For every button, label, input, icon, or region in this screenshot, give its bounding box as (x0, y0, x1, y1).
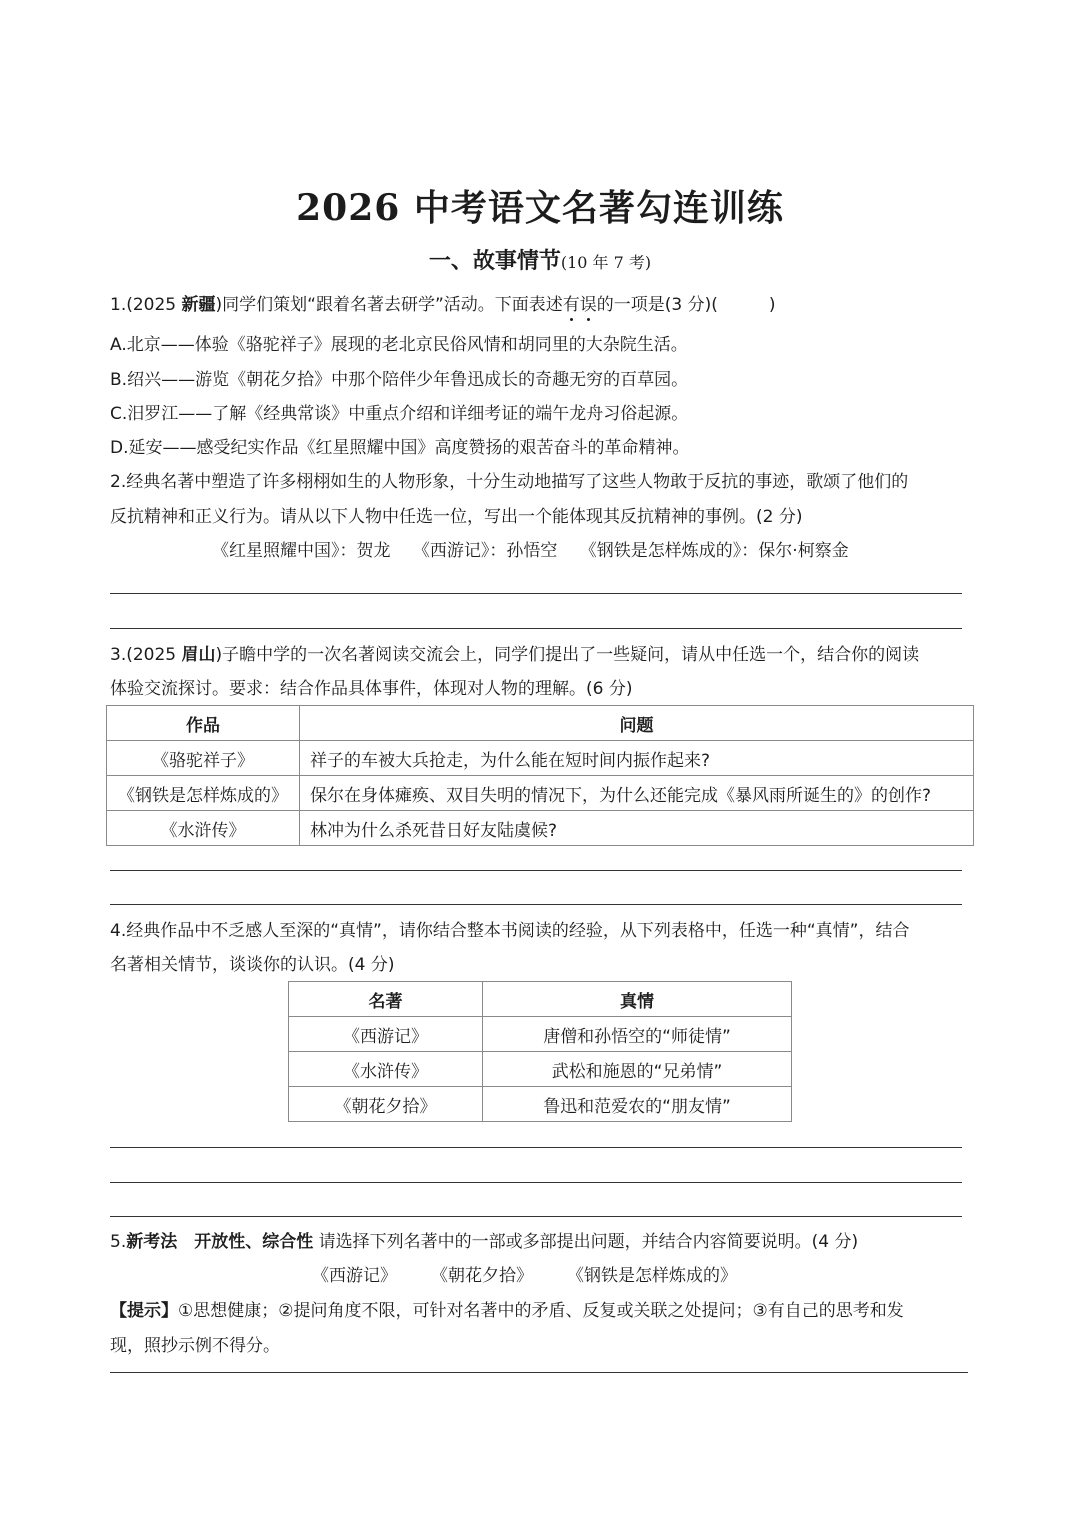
table-header: 问题 (300, 706, 974, 741)
table-cell: 《钢铁是怎样炼成的》 (107, 776, 300, 811)
table-row (289, 1017, 792, 1052)
table-row (107, 811, 974, 846)
q4-stem-line1: 4.经典作品中不乏感人至深的“真情”，请你结合整本书阅读的经验，从下列表格中，任选一种“真情”，结合 (110, 921, 910, 941)
emphasis-char: 误 (579, 295, 597, 315)
q2-choices: 《红星照耀中国》：贺龙 《西游记》：孙悟空 《钢铁是怎样炼成的》：保尔·柯察金 (212, 541, 849, 561)
q1-region: 新疆 (181, 295, 216, 315)
section-title: 一、故事情节 (428, 249, 561, 274)
q1-option-a: A.北京——体验《骆驼祥子》展现的老北京民俗风情和胡同里的大杂院生活。 (110, 335, 688, 355)
hint-label: 【提示】 (110, 1301, 178, 1321)
table-cell: 唐僧和孙悟空的“师徒情” (483, 1017, 792, 1052)
q4-table (288, 981, 792, 1122)
q4-stem-line2: 名著相关情节，谈谈你的认识。(4 分) (110, 955, 395, 975)
emphasis-char: 有 (562, 295, 580, 315)
q1-stem: 1.(2025 新疆)同学们策划“跟着名著去研学”活动。下面表述有误的一项是(3 分)( ) (110, 295, 776, 315)
q3-region: 眉山 (181, 645, 216, 665)
section-note: (10 年 7 考) (560, 253, 652, 272)
q3-table (106, 705, 974, 846)
q1-option-b: B.绍兴——游览《朝花夕拾》中那个陪伴少年鲁迅成长的奇趣无穷的百草园。 (110, 370, 689, 390)
answer-line[interactable] (110, 1147, 962, 1148)
answer-line[interactable] (110, 1182, 962, 1183)
q5-stem: 5.新考法 开放性、综合性 请选择下列名著中的一部或多部提出问题，并结合内容简要说明。(4 分) (110, 1232, 859, 1252)
table-cell: 林冲为什么杀死昔日好友陆虞候? (300, 811, 974, 846)
table-cell: 武松和施恩的“兄弟情” (483, 1052, 792, 1087)
table-header-row (289, 982, 792, 1017)
answer-line[interactable] (110, 1372, 968, 1373)
q2-stem-line1: 2.经典名著中塑造了许多栩栩如生的人物形象，十分生动地描写了这些人物敢于反抗的事迹，歌颂了他们的 (110, 472, 909, 492)
q5-hint-line1: 【提示】①思想健康；②提问角度不限，可针对名著中的矛盾、反复或关联之处提问；③有自己的思考和发 (110, 1301, 904, 1321)
q1-option-c: C.汨罗江——了解《经典常谈》中重点介绍和详细考证的端午龙舟习俗起源。 (110, 404, 689, 424)
table-row (289, 1052, 792, 1087)
answer-line[interactable] (110, 593, 962, 594)
q5-hint-line2: 现，照抄示例不得分。 (110, 1336, 280, 1356)
q2-stem-line2: 反抗精神和正义行为。请从以下人物中任选一位，写出一个能体现其反抗精神的事例。(2 分) (110, 507, 803, 527)
section-heading (0, 244, 1080, 275)
table-header: 名著 (289, 982, 483, 1017)
q3-stem-line1: 3.(2025 眉山)子瞻中学的一次名著阅读交流会上，同学们提出了一些疑问，请从中任选一个，结合你的阅读 (110, 645, 920, 665)
q5-tag: 新考法 开放性、综合性 (126, 1232, 314, 1252)
table-header-row (107, 706, 974, 741)
table-header: 作品 (107, 706, 300, 741)
table-cell: 《水浒传》 (289, 1052, 483, 1087)
q3-stem-line2: 体验交流探讨。要求：结合作品具体事件，体现对人物的理解。(6 分) (110, 679, 633, 699)
table-cell: 《朝花夕拾》 (289, 1087, 483, 1122)
table-row (289, 1087, 792, 1122)
q1-option-d: D.延安——感受纪实作品《红星照耀中国》高度赞扬的艰苦奋斗的革命精神。 (110, 438, 690, 458)
table-header: 真情 (483, 982, 792, 1017)
table-cell: 保尔在身体瘫痪、双目失明的情况下，为什么还能完成《暴风雨所诞生的》的创作? (300, 776, 974, 811)
answer-line[interactable] (110, 628, 962, 629)
table-cell: 《骆驼祥子》 (107, 741, 300, 776)
table-row (107, 776, 974, 811)
table-cell: 《水浒传》 (107, 811, 300, 846)
table-cell: 《西游记》 (289, 1017, 483, 1052)
page-title: 2026 中考语文名著勾连训练 (296, 187, 784, 229)
table-cell: 鲁迅和范爱农的“朋友情” (483, 1087, 792, 1122)
q5-books: 《西游记》 《朝花夕拾》 《钢铁是怎样炼成的》 (312, 1266, 737, 1286)
answer-line[interactable] (110, 870, 962, 871)
answer-line[interactable] (110, 904, 962, 905)
answer-line[interactable] (110, 1216, 962, 1217)
table-cell: 祥子的车被大兵抢走，为什么能在短时间内振作起来? (300, 741, 974, 776)
table-row (107, 741, 974, 776)
